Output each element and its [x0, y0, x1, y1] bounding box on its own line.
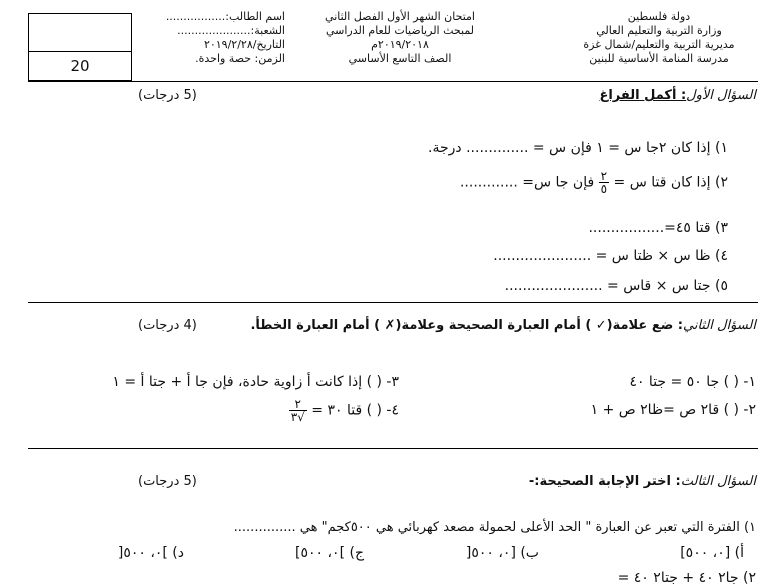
header-line: الصف التاسع الأساسي — [348, 52, 452, 65]
header-divider — [28, 81, 758, 82]
header-line: ٢٠١٩/٢٠١٨م — [371, 38, 429, 51]
q2-title-prefix: السؤال الثاني — [683, 318, 756, 333]
q1-title-prefix: السؤال الأول — [686, 88, 756, 103]
q1-title-text: : أكمل الفراغ — [599, 88, 687, 103]
q3-option-d: د) ]٠، ٥٠٠[ — [117, 545, 184, 561]
score-total: 20 — [70, 57, 90, 75]
q2-item-3: ٣- ( ) إذا كانت أ زاوية حادة، فإن جا أ + جتا أ = ١ — [112, 374, 399, 390]
fraction-denominator: ٥ — [600, 182, 608, 196]
q3-option-a: أ) [٠، ٥٠٠] — [680, 545, 744, 561]
header-line: دولة فلسطين — [627, 10, 691, 23]
q3-title-prefix: السؤال الثالث — [680, 474, 756, 489]
q2-item-4 — [289, 398, 399, 423]
q2-item-2: ٢- ( ) قا٢ ص =ظا٢ ص + ١ — [590, 402, 756, 418]
header-line: مديرية التربية والتعليم/شمال غزة — [583, 38, 735, 51]
q3-option-b: ب) [٠، ٥٠٠[ — [465, 545, 539, 561]
q3-item-1: ١) الفترة التي تعبر عن العبارة " الحد الأعلى لحمولة مصعد كهربائي هي ٥٠٠كجم" هي ............... — [233, 520, 756, 535]
score-box-total — [28, 51, 132, 81]
q2-item-4-fraction — [289, 398, 307, 423]
fraction-denominator: √٣ — [290, 410, 305, 424]
q1-item-2-text: ٢) إذا كان قتا س = — [613, 174, 728, 191]
q2-marks: (4 درجات) — [138, 318, 197, 333]
q3-title-text: : اختر الإجابة الصحيحة:- — [528, 474, 681, 489]
q1-title — [599, 88, 756, 103]
header-center — [300, 10, 500, 66]
header-right — [554, 10, 764, 66]
q2-item-1: ١- ( ) جا ٥٠ = جتا ٤٠ — [629, 374, 756, 390]
q1-item-2-fraction — [599, 170, 609, 195]
section-field: الشعبة:..................... — [177, 24, 285, 37]
q1-item-2 — [460, 170, 728, 195]
q1-item-3: ٣) قتا ٤٥=................. — [588, 220, 728, 236]
header-line: وزارة التربية والتعليم العالي — [596, 24, 722, 37]
header-line: لمبحث الرياضيات للعام الدراسي — [325, 24, 475, 37]
q1-divider — [28, 302, 758, 303]
date-field: التاريخ/٢٠١٩/٢/٢٨ — [203, 38, 285, 51]
fraction-numerator: ٢ — [289, 398, 307, 411]
fraction-numerator: ٢ — [600, 169, 608, 183]
q1-item-5: ٥) جتا س × قاس = ...................... — [504, 278, 728, 294]
header-line: امتحان الشهر الأول الفصل الثاني — [325, 10, 475, 23]
time-field: الزمن: حصة واحدة. — [195, 52, 285, 65]
q3-option-c: ج) ]٠، ٥٠٠] — [295, 545, 364, 561]
header-left — [135, 10, 285, 66]
q2-title-text: : ضع علامة(✓ ) أمام العبارة الصحيحة وعلامة(✗ ) أمام العبارة الخطأ. — [250, 318, 683, 333]
q2-item-4-text: ٤- ( ) قتا ٣٠ = — [311, 402, 399, 419]
q1-item-2-tail: فإن جا س= ............. — [459, 174, 595, 191]
q1-item-4: ٤) ظا س × ظتا س = ...................... — [493, 248, 728, 264]
q1-marks: (5 درجات) — [138, 88, 197, 103]
score-box-empty — [28, 13, 132, 53]
q3-item-2: ٢) جا٢ ٤٠ + جتا٢ ٤٠ = — [617, 570, 756, 586]
q2-divider — [28, 448, 758, 449]
q3-title — [529, 474, 756, 489]
q1-item-1: ١) إذا كان ٢جا س = ١ فإن س = .............. درجة. — [428, 140, 728, 156]
header-line: مدرسة المنامة الأساسية للبنين — [589, 52, 729, 65]
q3-marks: (5 درجات) — [138, 474, 197, 489]
q2-title — [250, 318, 756, 333]
student-name-field: اسم الطالب:................. — [165, 10, 285, 23]
